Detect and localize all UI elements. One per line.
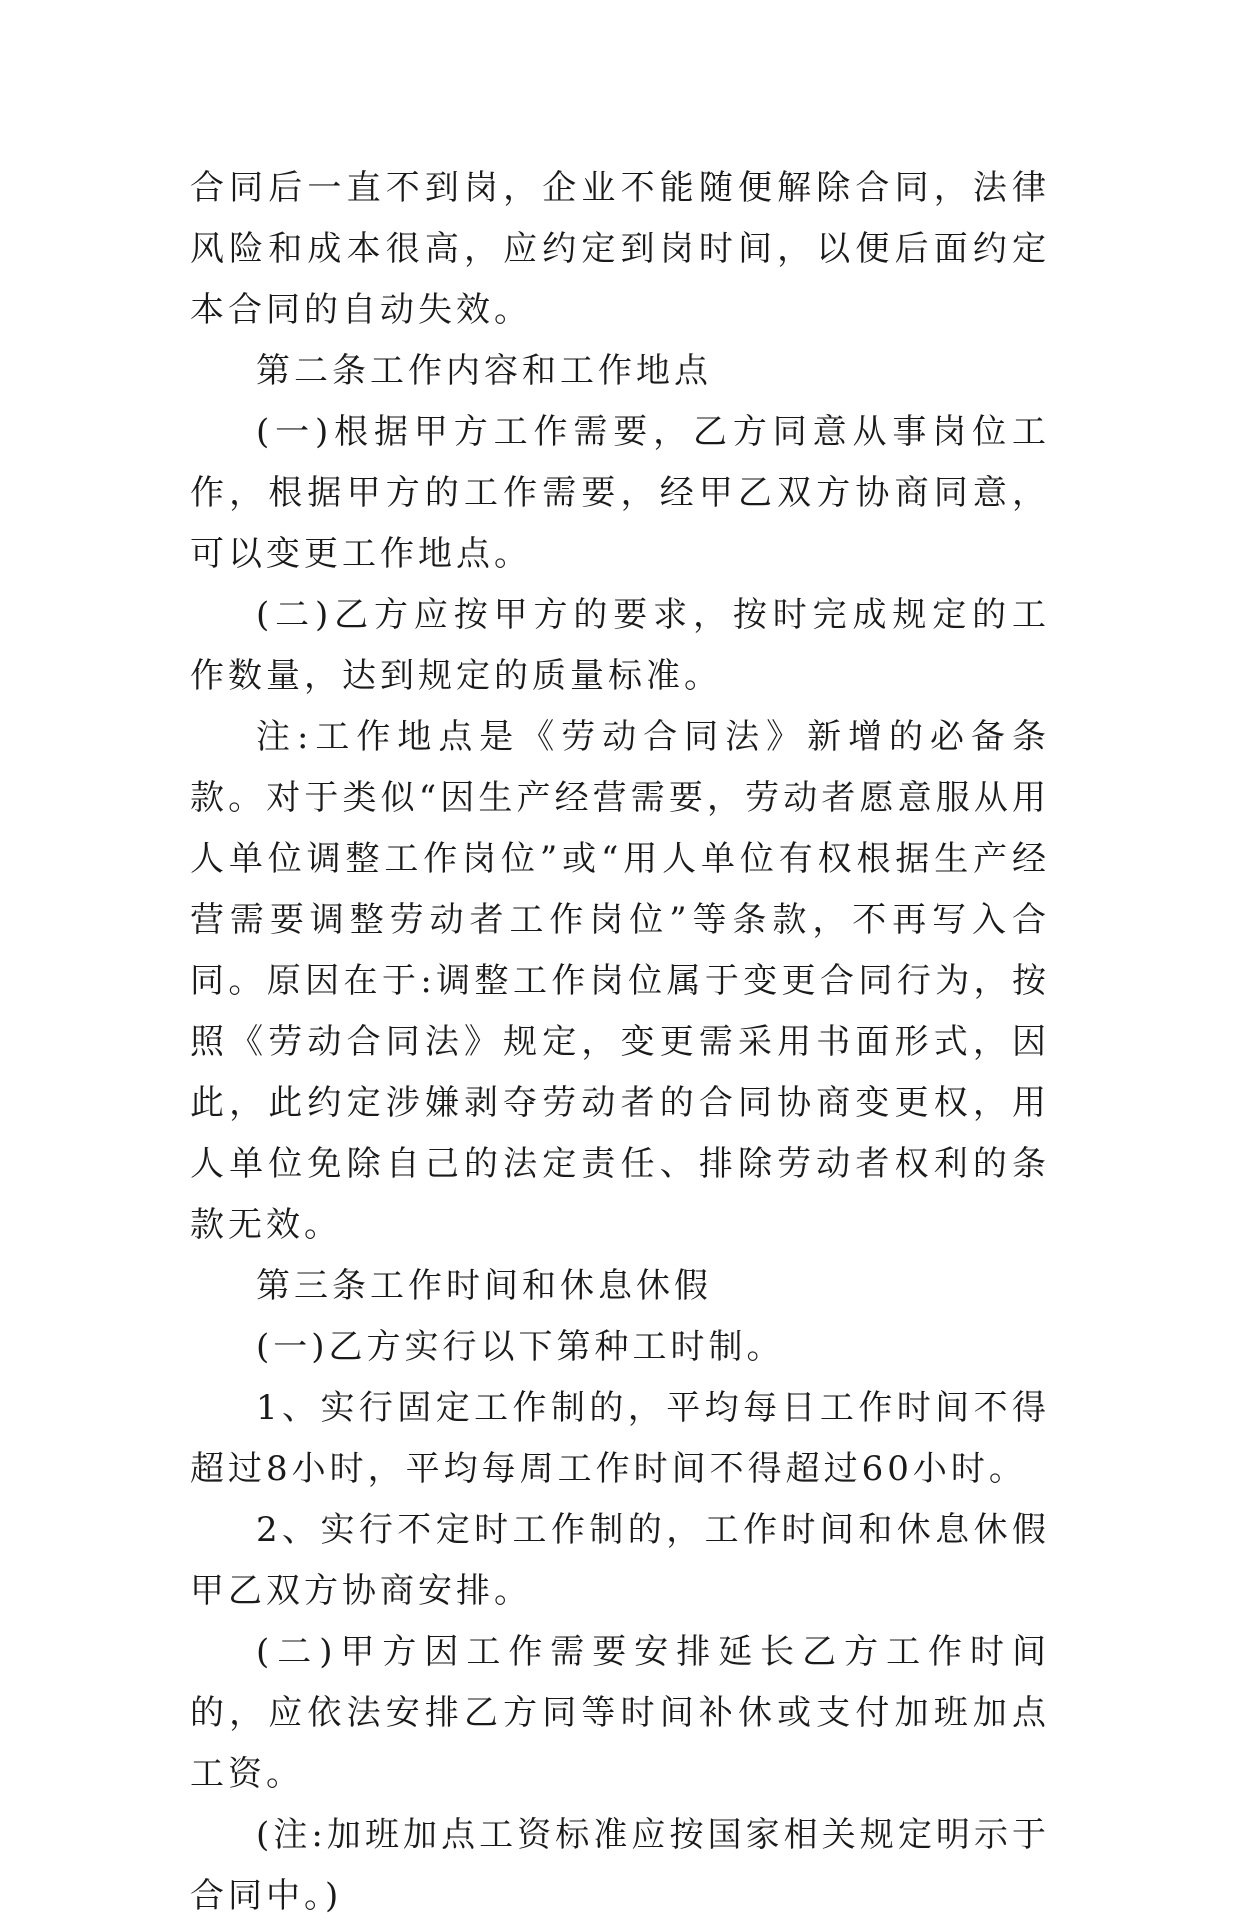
document-body [190,158,1050,1927]
article-2-clause-1: (一)根据甲方工作需要，乙方同意从事岗位工作，根据甲方的工作需要，经甲乙双方协商同意，可以变更工作地点。 [190,412,1050,574]
paragraph-continuation: 合同后一直不到岗，企业不能随便解除合同，法律风险和成本很高，应约定到岗时间，以便后面约定本合同的自动失效。 [190,168,1050,330]
article-3-clause-2: (二)甲方因工作需要安排延长乙方工作时间的，应依法安排乙方同等时间补休或支付加班加点工资。 [190,1632,1050,1794]
article-3-clause-1: (一)乙方实行以下第种工时制。 [256,1327,785,1367]
article-2-heading: 第二条工作内容和工作地点 [256,351,712,391]
article-3-item-2: 2、实行不定时工作制的，工作时间和休息休假甲乙双方协商安排。 [190,1510,1050,1611]
article-2-note: 注:工作地点是《劳动合同法》新增的必备条款。对于类似“因生产经营需要，劳动者愿意服从用人单位调整工作岗位”或“用人单位有权根据生产经营需要调整劳动者工作岗位”等条款，不再写入合同。原因在于:调整工作岗位属于变更合同行为，按照《劳动合同法》规定，变更需采用书面形式，因此，此约定涉嫌剥夺劳动者的合同协商变更权，用人单位免除自己的法定责任、排除劳动者权利的条款无效。 [190,717,1050,1245]
article-3-item-1: 1、实行固定工作制的，平均每日工作时间不得超过8小时，平均每周工作时间不得超过60小时。 [190,1388,1050,1489]
article-2-clause-2: (二)乙方应按甲方的要求，按时完成规定的工作数量，达到规定的质量标准。 [190,595,1050,696]
article-3-heading: 第三条工作时间和休息休假 [256,1266,712,1306]
article-3-note: (注:加班加点工资标准应按国家相关规定明示于合同中。) [190,1815,1050,1916]
